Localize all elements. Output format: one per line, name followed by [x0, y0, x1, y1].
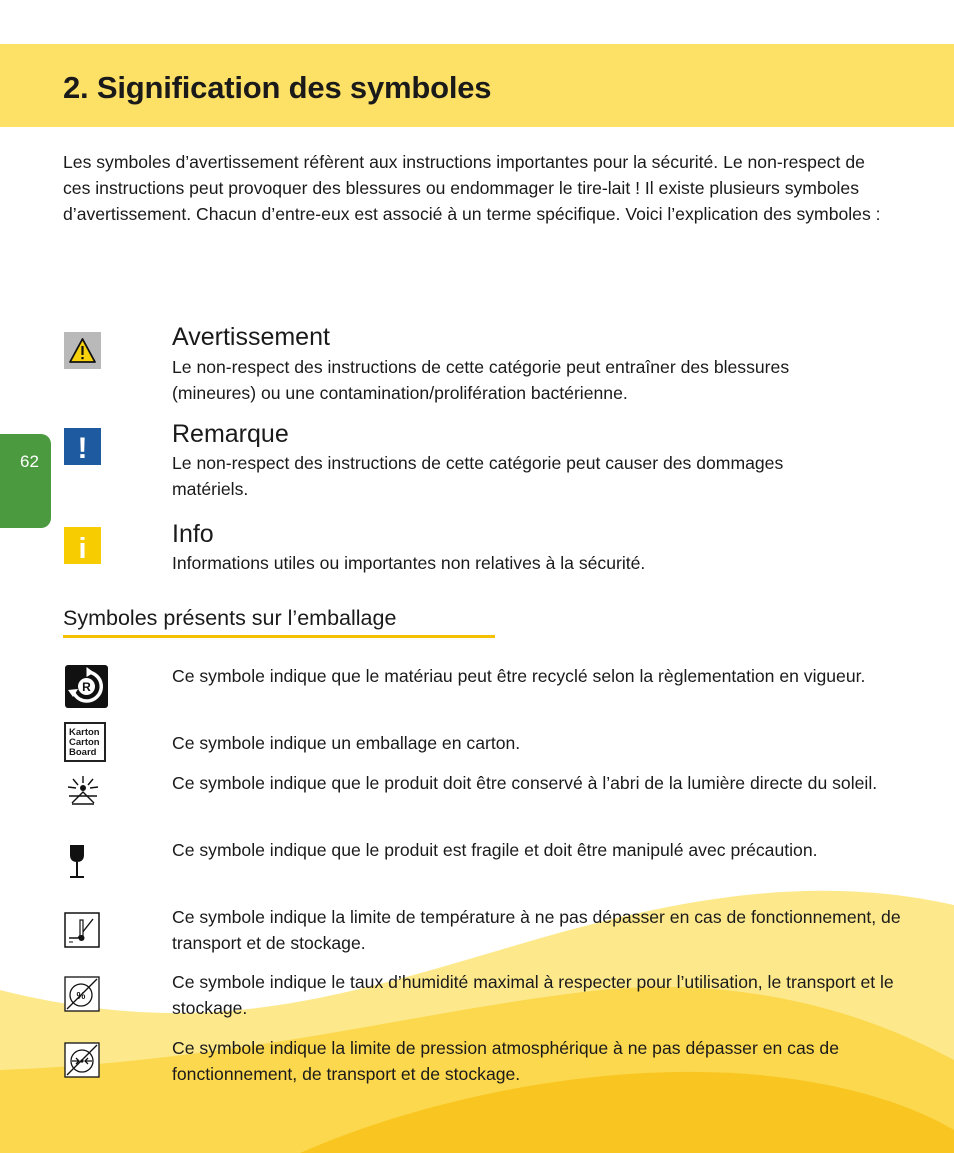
packaging-text-recycle: Ce symbole indique que le matériau peut être recyclé selon la règlementation en vigueur. — [172, 666, 866, 686]
exclamation-glyph: ! — [77, 432, 88, 465]
karton-icon — [64, 722, 106, 762]
pressure-limit-icon — [64, 1042, 100, 1078]
temperature-limit-icon — [64, 912, 100, 948]
info-icon — [64, 527, 101, 564]
page-title: 2. Signification des symboles — [63, 70, 492, 105]
karton-line-3: Board — [69, 747, 97, 758]
symbol-desc-info: Informations utiles ou importantes non relatives à la sécurité. — [172, 553, 646, 573]
sunlight-icon — [64, 774, 102, 810]
page-number: 62 — [20, 452, 39, 471]
packaging-text-sunlight: Ce symbole indique que le produit doit être conservé à l’abri de la lumière directe du soleil. — [172, 773, 878, 793]
fragile-glass-icon — [64, 843, 90, 881]
intro-paragraph: Les symboles d’avertissement réfèrent aux instructions importantes pour la sécurité. Le non-respect de ces instructions peut provoquer des blessures ou endommager le tire-lait ! Il existe plusieurs symboles d’avertissement. Chacun d’entre-eux est associé à un terme spécifique. Voici l’explication des symboles : — [63, 152, 881, 224]
packaging-text-pressure: Ce symbole indique la limite de pression atmosphérique à ne pas dépasser en cas de fonctionnement, de transport et de stockage. — [172, 1038, 839, 1084]
info-glyph: i — [78, 533, 87, 564]
exclamation-icon — [64, 428, 101, 465]
symbol-title-remarque: Remarque — [172, 420, 289, 448]
humidity-percent-label: % — [76, 991, 86, 1002]
symbol-title-info: Info — [172, 520, 214, 548]
packaging-text-karton: Ce symbole indique un emballage en carton. — [172, 733, 521, 753]
packaging-text-humidity: Ce symbole indique le taux d’humidité maximal à respecter pour l’utilisation, le transport et le stockage. — [172, 972, 894, 1018]
packaging-text-temperature: Ce symbole indique la limite de température à ne pas dépasser en cas de fonctionnement, de transport et de stockage. — [172, 907, 901, 953]
karton-line-2: Carton — [69, 737, 100, 748]
packaging-text-fragile: Ce symbole indique que le produit est fragile et doit être manipulé avec précaution. — [172, 840, 818, 860]
packaging-heading: Symboles présents sur l’emballage — [63, 606, 397, 630]
symbol-desc-remarque: Le non-respect des instructions de cette catégorie peut causer des dommages matériels. — [172, 453, 784, 499]
symbol-title-avertissement: Avertissement — [172, 323, 330, 351]
karton-line-1: Karton — [69, 727, 100, 738]
humidity-limit-icon — [64, 976, 100, 1012]
recycle-icon — [64, 664, 109, 709]
svg-text:R: R — [82, 680, 91, 694]
warning-triangle-icon — [64, 332, 101, 369]
packaging-heading-underline — [63, 635, 495, 638]
symbol-desc-avertissement: Le non-respect des instructions de cette catégorie peut entraîner des blessures (mineures) ou une contamination/prolifération bactérienne. — [172, 357, 790, 403]
page-tab — [0, 434, 51, 528]
